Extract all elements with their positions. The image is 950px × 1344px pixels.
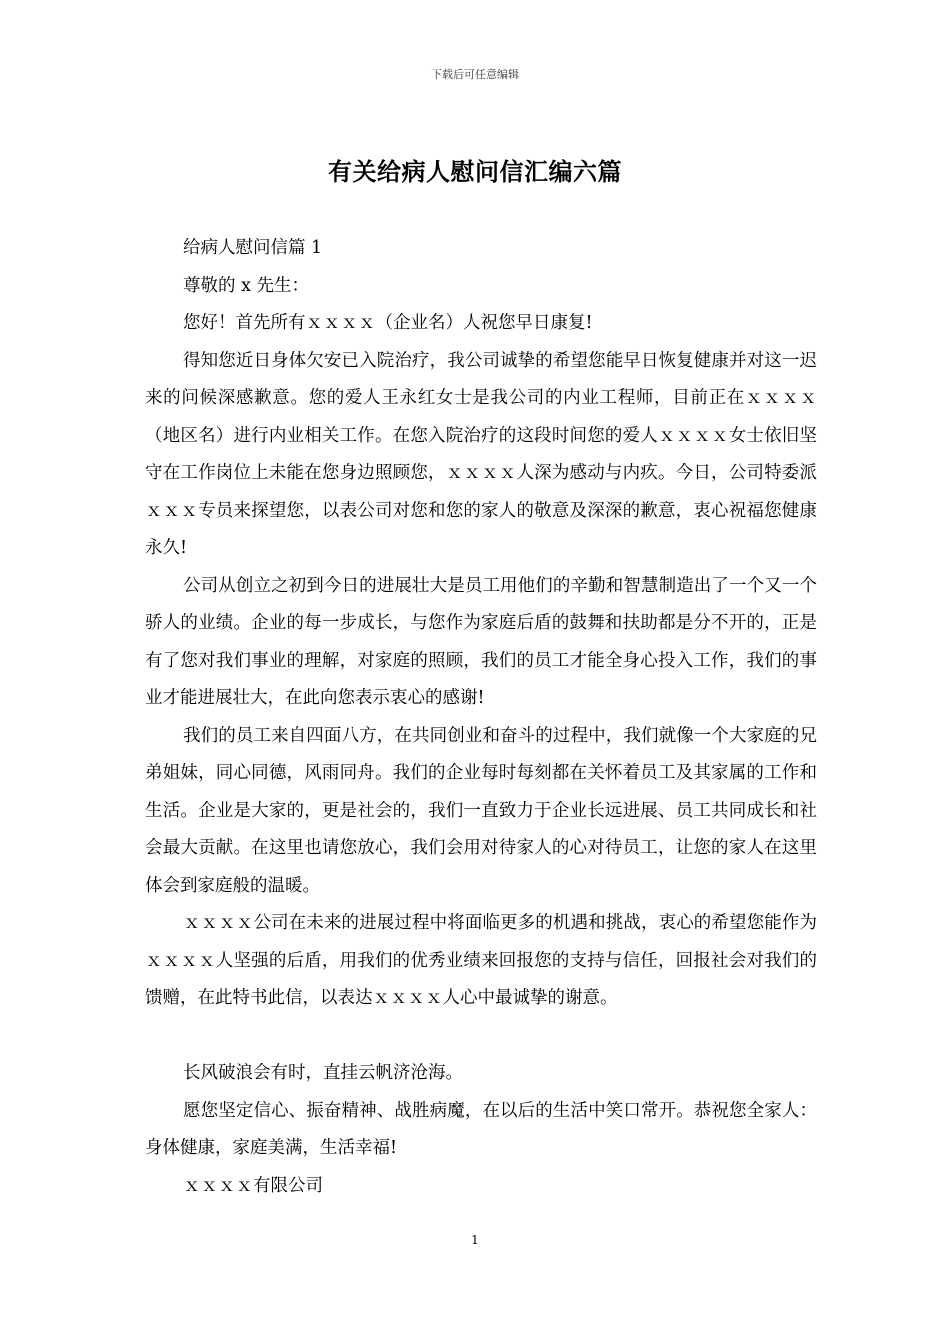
body-paragraph-2: 公司从创立之初到今日的进展壮大是员工用他们的辛勤和智慧制造出了一个又一个骄人的业绩。企业的每一步成长，与您作为家庭后盾的鼓舞和扶助都是分不开的，正是有了您对我们事业的理解，对家庭的照顾，我们的员工才能全身心投入工作，我们的事业才能进展壮大，在此向您表示衷心的感谢! <box>145 575 817 708</box>
wishes-paragraph: 愿您坚定信心、振奋精神、战胜病魔，在以后的生活中笑口常开。恭祝您全家人：身体健康，家庭美满，生活幸福! <box>145 1100 817 1158</box>
blank-line <box>145 1018 817 1056</box>
body-paragraph-3: 我们的员工来自四面八方，在共同创业和奋斗的过程中，我们就像一个大家庭的兄弟姐妹，同心同德，风雨同舟。我们的企业每时每刻都在关怀着员工及其家属的工作和生活。企业是大家的，更是社会的，我们一直致力于企业长远进展、员工共同成长和社会最大贡献。在这里也请您放心，我们会用对待家人的心对待员工，让您的家人在这里体会到家庭般的温暖。 <box>145 725 817 896</box>
body-paragraph-1: 得知您近日身体欠安已入院治疗，我公司诚挚的希望您能早日恢复健康并对这一迟来的问候深感歉意。您的爱人王永红女士是我公司的内业工程师，目前正在ｘｘｘｘ（地区名）进行内业相关工作。在您入院治疗的这段时间您的爱人ｘｘｘｘ女士依旧坚守在工作岗位上未能在您身边照顾您，ｘｘｘｘ人深为感动与内疚。今日，公司特委派ｘｘｘ专员来探望您，以表公司对您和您的家人的敬意及深深的歉意，衷心祝福您健康永久! <box>145 350 817 558</box>
page-number: 1 <box>471 1233 479 1247</box>
signature: ｘｘｘｘ有限公司 <box>183 1175 323 1196</box>
document-body <box>145 230 817 1205</box>
page-header-note: 下载后可任意编辑 <box>431 68 519 81</box>
body-paragraph-4: ｘｘｘｘ公司在未来的进展过程中将面临更多的机遇和挑战，衷心的希望您能作为ｘｘｘｘ人坚强的后盾，用我们的优秀业绩来回报您的支持与信任，回报社会对我们的馈赠，在此特书此信，以表达ｘｘｘｘ人心中最诚挚的谢意。 <box>145 913 817 1008</box>
greeting: 您好！首先所有ｘｘｘｘ（企业名）人祝您早日康复! <box>183 313 593 333</box>
quote-line: 长风破浪会有时，直挂云帆济沧海。 <box>183 1063 463 1083</box>
salutation: 尊敬的 x 先生： <box>183 275 309 296</box>
section-heading: 给病人慰问信篇 1 <box>183 238 323 258</box>
document-title: 有关给病人慰问信汇编六篇 <box>328 157 622 186</box>
